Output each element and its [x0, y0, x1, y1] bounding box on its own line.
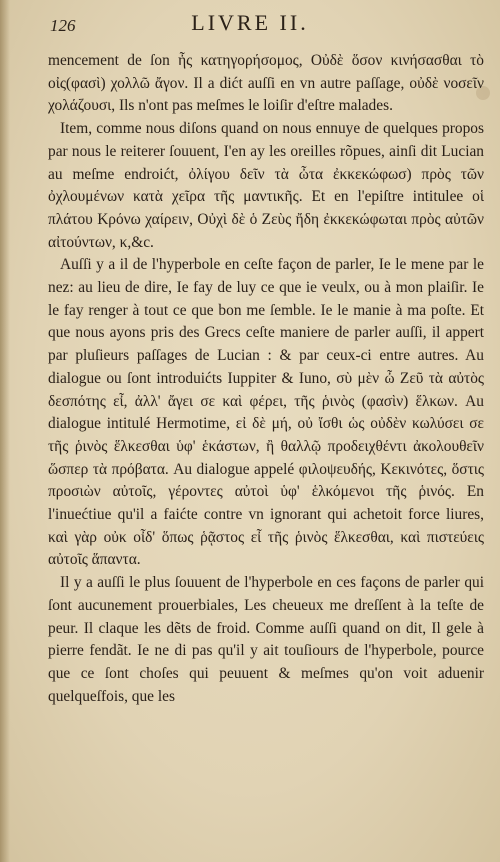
running-head: LIVRE II. — [191, 10, 309, 35]
paragraph-2: Item, comme nous diſons quand on nous ennuye de quelques propos par nous le reiterer ſouuent, I'en ay les oreilles rõpues, ainſi dit Lucian au meſme endroićt, ὀλίγου δεῖν τὰ ὦτα ἐκκεκώφωσ) πρὸς τῶν ὀχλουμένων κατὰ χεῖρα τῆς μαντικῆς. Et en l'epiſtre intitulee οἱ πλάτου Κρόνω χαίρειν, Οὐχὶ δὲ ὁ Ζεὺς ἤδη ἐκκεκώφωται πρὸς αὐτῶν αἰτούντων, κ,&c. — [48, 120, 484, 251]
paragraph-4: Il y a auſſi le plus ſouuent de l'hyperbole en ces façons de parler qui ſont aucunement prouerbiales, Les cheueux me dreſſent à la teſte de peur. Il claque les dẽts de froid. Comme auſſi quand on dit, Il gele à pierre fendãt. Ie ne di pas qu'il y ait touſiours de l'hyperbole, pource que ce ſont choſes qui peuuent & meſmes qu'on voit aduenir quelqueſfois, que les — [48, 574, 484, 705]
paragraph-3: Auſſi y a il de l'hyperbole en ceſte façon de parler, Ie le mene par le nez: au lieu de dire, Ie fay de luy ce que ie veulx, ou à mon plaiſir. Ie le fay renger à tout ce que bon me ſemble. Ie le manie à ma poſte. Et que nous ayons pris des Grecs ceſte maniere de parler auſſi, il appert par pluſieurs paſſages de Lucian : & par ceux-ci entre autres. Au dialogue ou ſont introduićts Iuppiter & Iuno, σὺ μὲν ὦ Ζεῦ τὰ αὐτὸς δεσπότης εἶ, ἀλλ' ἄγει σε καὶ φέρει, τῆς ῥινὸς (φασὶν) ἕλκων. Au dialogue intitulé Hermotime, εἰ δὲ μή, οὐ ἴσθι ὡς οὐδὲν κωλύσει σε τῆς ῥινὸς ἕλκεσθαι ὑφ' ἑκάστων, ἢ θαλλῷ προδειχθέντι ἀκολουθεῖν ὥσπερ τὰ πρόβατα. Au dialogue appelé φιλοψευδής, Κεκινότες, ὅστις προσιὼν αὐτοῖς, γέροντες αὐτοὶ ὑφ' ἑλκόμενοι τῆς ῥινός. En l'inuećtiue qu'il a faićte contre vn ignorant qui achetoit force liures, καὶ γὰρ οὐκ οἶδ' ὅπως ῥᾷστος εἶ τῆς ῥινὸς ἕλκεσθαι, καὶ πιστεύεις αὐτοῖς ἅπαντα. — [48, 256, 484, 569]
page-header — [0, 8, 500, 38]
page-number: 126 — [50, 16, 76, 35]
page-gutter-shadow — [0, 0, 10, 862]
body-text — [48, 50, 484, 708]
paragraph-1: mencement de ſon ἦς κατηγορήσομος, Οὐδὲ ὅσον κινήσασθαι τὸ οἰς(φασὶ) χολλῶ ἄγον. Il a dićt auſſi en vn autre paſſage, οὐδὲ νοσεῖν χολάζουσι, Ils n'ont pas meſmes le loiſir d'eſtre malades. — [48, 52, 484, 115]
